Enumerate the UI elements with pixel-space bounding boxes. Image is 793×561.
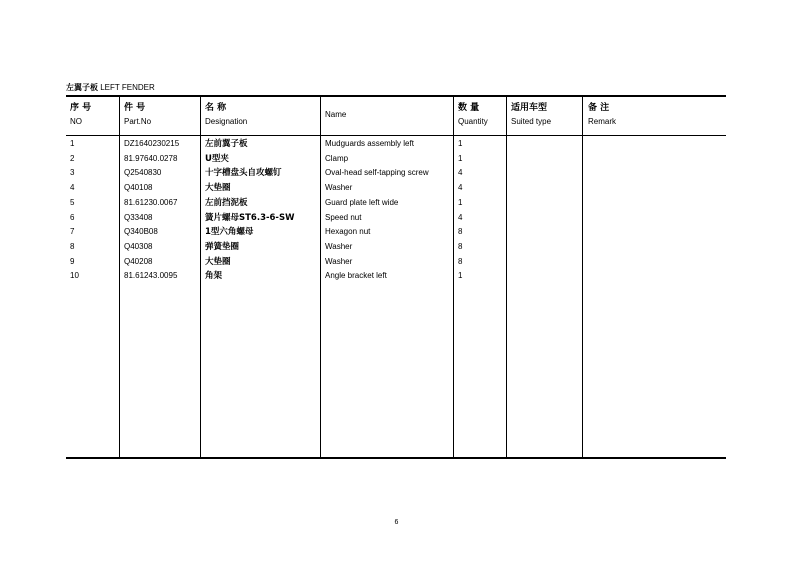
row-part-no: Q40308 (124, 241, 153, 251)
section-title-en: LEFT FENDER (100, 83, 155, 92)
table-top-rule (66, 95, 726, 97)
row-designation: 簧片螺母ST6.3-6-SW (205, 212, 295, 223)
row-name: Clamp (325, 153, 349, 163)
row-no: 5 (70, 197, 75, 207)
table-row (0, 166, 793, 181)
row-no: 7 (70, 227, 75, 237)
row-designation: 大垫圈 (205, 256, 231, 267)
table-row (0, 269, 793, 284)
header-part-no: 件 号 Part.No (124, 103, 152, 126)
row-part-no: 81.61230.0067 (124, 197, 178, 207)
row-quantity: 1 (458, 197, 463, 207)
row-quantity: 4 (458, 212, 463, 222)
header-no: 序 号 NO (70, 103, 92, 126)
row-designation: 1型六角螺母 (205, 227, 254, 238)
row-name: Washer (325, 183, 353, 193)
row-no: 8 (70, 241, 75, 251)
row-no: 6 (70, 212, 75, 222)
table-row (0, 196, 793, 211)
header-suited-type: 适用车型 Suited type (511, 103, 552, 126)
header-designation: 名 称 Designation (205, 103, 248, 126)
row-designation: 左前翼子板 (205, 139, 248, 149)
table-row (0, 225, 793, 240)
page-number: 6 (394, 519, 399, 526)
header-remark: 备 注 Remark (588, 103, 617, 126)
table-row (0, 211, 793, 226)
row-quantity: 1 (458, 139, 463, 148)
row-quantity: 8 (458, 256, 463, 266)
row-quantity: 1 (458, 153, 463, 163)
row-name: Angle bracket left (325, 271, 387, 281)
row-name: Mudguards assembly left (325, 139, 414, 148)
row-quantity: 4 (458, 168, 463, 178)
section-title-zh: 左翼子板 (66, 83, 98, 92)
row-designation: U型夹 (205, 153, 229, 164)
row-quantity: 8 (458, 241, 463, 251)
row-quantity: 1 (458, 271, 463, 281)
header-bottom-rule (66, 135, 726, 136)
row-name: Hexagon nut (325, 227, 371, 237)
table-row (0, 181, 793, 196)
row-part-no: 81.97640.0278 (124, 153, 178, 163)
row-name: Oval-head self-tapping screw (325, 168, 429, 178)
row-part-no: DZ1640230215 (124, 139, 180, 148)
row-name: Washer (325, 256, 353, 266)
table-row (0, 152, 793, 167)
row-designation: 左前挡泥板 (205, 197, 248, 208)
table-row (0, 137, 793, 152)
row-part-no: Q40108 (124, 183, 153, 193)
row-no: 1 (70, 139, 75, 148)
row-quantity: 4 (458, 183, 463, 193)
row-designation: 角架 (205, 271, 223, 282)
row-no: 2 (70, 153, 75, 163)
row-designation: 大垫圈 (205, 183, 231, 194)
row-name: Washer (325, 241, 353, 251)
row-no: 3 (70, 168, 75, 178)
row-part-no: Q340B08 (124, 227, 158, 237)
header-name: Name (325, 110, 347, 119)
row-no: 4 (70, 183, 75, 193)
row-no: 10 (70, 271, 79, 281)
row-designation: 十字槽盘头自攻螺钉 (205, 168, 282, 179)
row-part-no: Q40208 (124, 256, 153, 266)
row-part-no: Q2540830 (124, 168, 162, 178)
row-part-no: Q33408 (124, 212, 153, 222)
header-quantity: 数 量 Quantity (458, 103, 488, 126)
row-part-no: 81.61243.0095 (124, 271, 178, 281)
row-name: Speed nut (325, 212, 362, 222)
table-bottom-rule (66, 457, 726, 459)
row-designation: 弹簧垫圈 (205, 241, 240, 252)
table-row (0, 255, 793, 270)
row-no: 9 (70, 256, 75, 266)
row-name: Guard plate left wide (325, 197, 399, 207)
table-row (0, 240, 793, 255)
section-title (66, 82, 155, 93)
row-quantity: 8 (458, 227, 463, 237)
